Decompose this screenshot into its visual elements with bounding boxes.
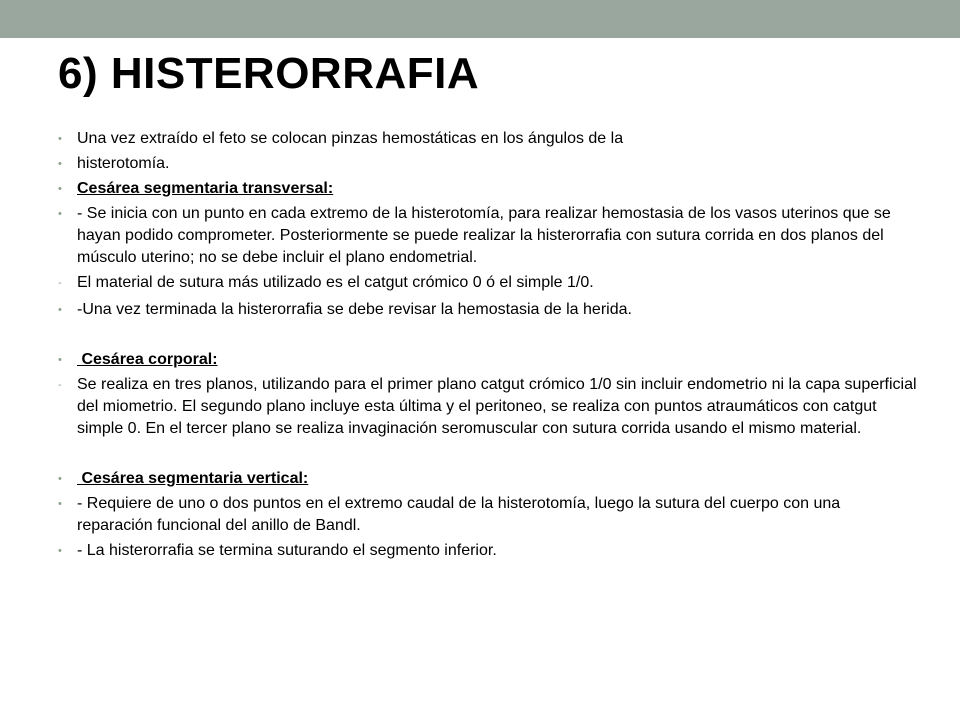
list-item	[58, 299, 918, 321]
list-item	[58, 272, 918, 294]
bullet-marker: •	[58, 208, 62, 220]
item-text: -Una vez terminada la histerorrafia se debe revisar la hemostasia de la herida.	[77, 301, 632, 318]
list-item	[58, 493, 918, 537]
item-text: histerotomía.	[77, 155, 170, 172]
section-heading: Cesárea segmentaria transversal:	[77, 180, 334, 197]
list-item	[58, 178, 918, 200]
bullet-list	[58, 128, 921, 562]
list-item	[58, 374, 921, 440]
bullet-marker: •	[58, 133, 62, 145]
bullet-marker: -	[58, 379, 62, 391]
item-text: - Requiere de uno o dos puntos en el extremo caudal de la histerotomía, luego la sutura del cuerpo con una reparación funcional del anillo de Bandl.	[77, 495, 845, 534]
list-item	[58, 349, 918, 371]
list-item	[58, 468, 918, 490]
bullet-marker: -	[58, 277, 62, 289]
bullet-marker: •	[58, 473, 62, 485]
list-item	[58, 203, 918, 269]
item-text: El material de sutura más utilizado es el catgut crómico 0 ó el simple 1/0.	[77, 274, 594, 291]
bullet-marker: •	[58, 183, 62, 195]
slide-title: 6) HISTERORRAFIA	[58, 49, 480, 98]
section-heading: Cesárea corporal:	[77, 351, 218, 368]
bullet-marker: •	[58, 498, 62, 510]
bullet-marker: •	[58, 158, 62, 170]
section-heading: Cesárea segmentaria vertical:	[77, 470, 309, 487]
item-text: Se realiza en tres planos, utilizando para el primer plano catgut crómico 1/0 sin incluir endometrio ni la capa superficial del miometrio. El segundo plano incluye esta última y el peritoneo, se realiza con puntos atraumáticos con catgut simple 0. En el tercer plano se realiza invaginación seromuscular con sutura corrida usando el mismo material.	[77, 376, 921, 437]
list-item	[58, 128, 918, 150]
bullet-marker: •	[58, 545, 62, 557]
bullet-marker: •	[58, 354, 62, 366]
item-text: - La histerorrafia se termina suturando el segmento inferior.	[77, 542, 497, 559]
list-item	[58, 540, 918, 562]
top-bar	[0, 0, 960, 38]
bullet-marker: •	[58, 304, 62, 316]
item-text: - Se inicia con un punto en cada extremo de la histerotomía, para realizar hemostasia de los vasos uterinos que se hayan podido comprometer. Posteriormente se puede realizar la histerorrafia con sutura corrida en dos planos del músculo uterino; no se debe incluir el plano endometrial.	[77, 205, 896, 266]
list-item	[58, 153, 918, 175]
item-text: Una vez extraído el feto se colocan pinzas hemostáticas en los ángulos de la	[77, 130, 624, 147]
